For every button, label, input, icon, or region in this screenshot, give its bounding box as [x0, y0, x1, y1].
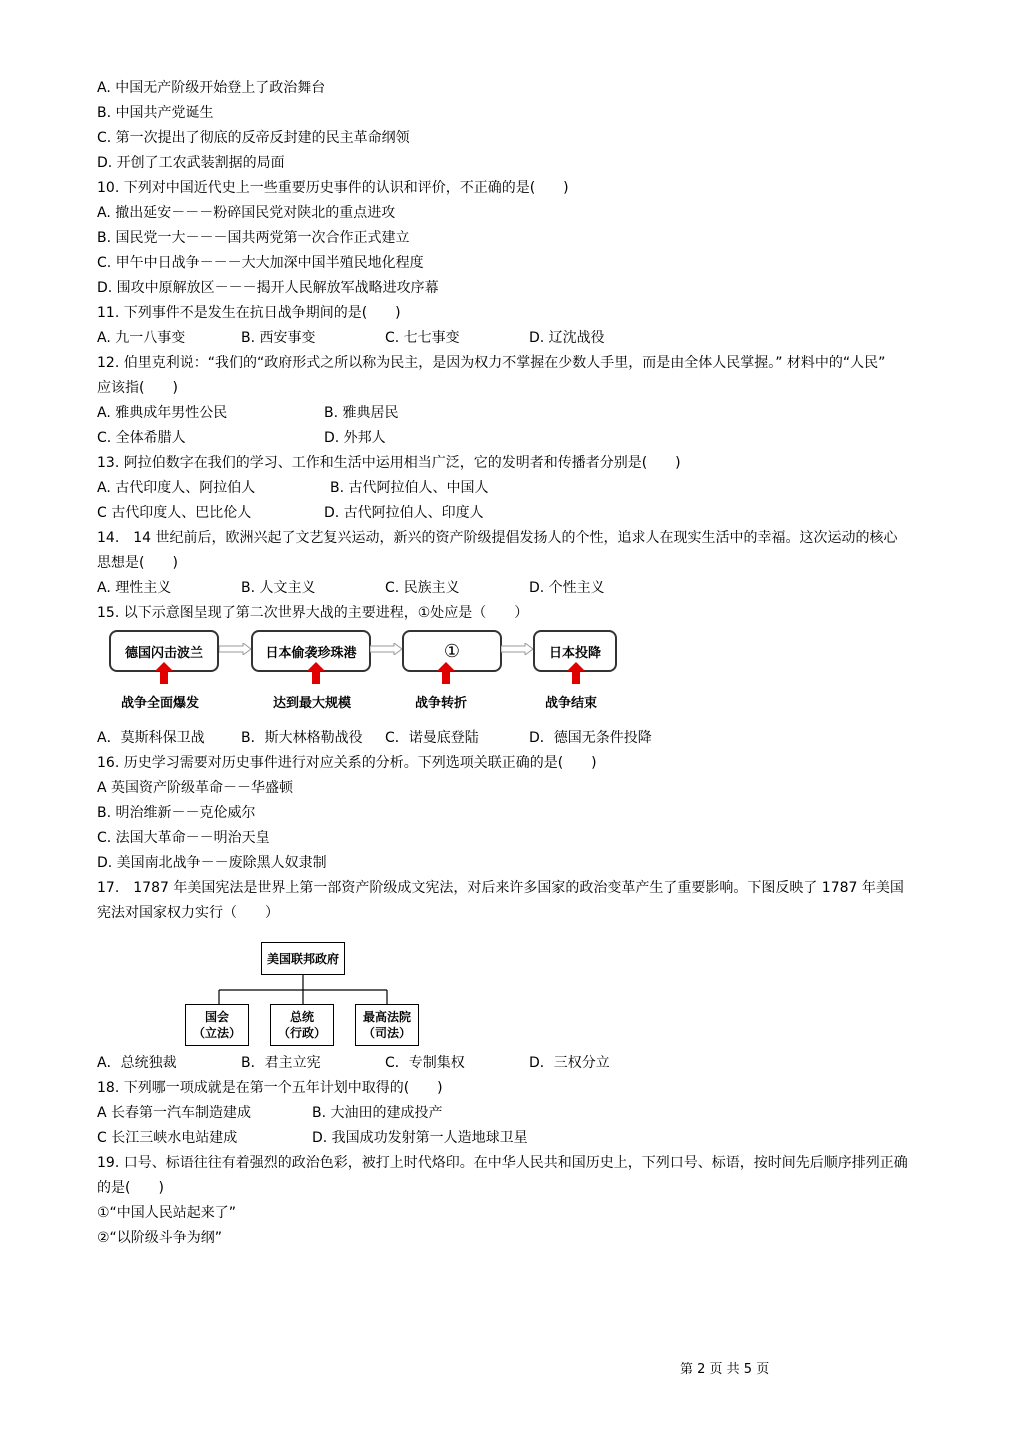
option: D. 我国成功发射第一人造地球卫星: [312, 1130, 528, 1146]
options-row: [97, 401, 937, 426]
diagram-caption: 战争转折: [415, 696, 468, 711]
options-row: [97, 501, 937, 526]
option: A 英国资产阶级革命－－华盛顿: [97, 780, 294, 796]
option: A. 古代印度人、阿拉伯人: [97, 480, 256, 496]
question-stem: 10. 下列对中国近代史上一些重要历史事件的认识和评价，不正确的是( ): [97, 180, 569, 196]
options-row: [97, 1126, 937, 1151]
option: A. 中国无产阶级开始登上了政治舞台: [97, 80, 326, 96]
branch-role: （司法）: [362, 1026, 411, 1040]
option: C. 甲午中日战争－－－大大加深中国半殖民地化程度: [97, 255, 424, 271]
branch-name: 国会: [204, 1010, 229, 1024]
question-stem: 18. 下列哪一项成就是在第一个五年计划中取得的( ): [97, 1080, 443, 1096]
question-stem: 思想是( ): [97, 555, 178, 571]
option: D. 美国南北战争－－废除黑人奴隶制: [97, 855, 327, 871]
diagram-caption: 战争结束: [545, 696, 598, 711]
question-stem: 19. 口号、标语往往有着强烈的政治色彩，被打上时代烙印。在中华人民共和国历史上，下列口号、标语，按时间先后顺序排列正确: [97, 1155, 908, 1171]
question-stem: 的是( ): [97, 1180, 164, 1196]
question-stem: 14. 14 世纪前后，欧洲兴起了文艺复兴运动，新兴的资产阶级提倡发扬人的个性，追求人在现实生活中的幸福。这次运动的核心: [97, 530, 898, 546]
option: A 长春第一汽车制造建成: [97, 1105, 252, 1121]
option: A．莫斯科保卫战: [97, 730, 205, 746]
options-row: [97, 476, 937, 501]
option: B. 中国共产党诞生: [97, 105, 214, 121]
option: B. 雅典居民: [324, 405, 399, 421]
option: D. 个性主义: [529, 580, 605, 596]
question-stem: 13. 阿拉伯数字在我们的学习、工作和生活中运用相当广泛，它的发明者和传播者分别是( ): [97, 455, 681, 471]
question-stem: 应该指( ): [97, 380, 178, 396]
option: C. 全体希腊人: [97, 430, 186, 446]
diagram-box: 德国闪击波兰: [109, 630, 219, 672]
question-stem: 12. 伯里克利说：“我们的“政府形式之所以称为民主，是因为权力不掌握在少数人手里，而是由全体人民掌握。” 材料中的“人民”: [97, 355, 886, 371]
option: A．总统独裁: [97, 1055, 177, 1071]
branch-name: 最高法院: [362, 1010, 411, 1024]
option: B. 大油田的建成投产: [312, 1105, 443, 1121]
options-row: [97, 576, 937, 601]
option: D．德国无条件投降: [529, 730, 652, 746]
option: D. 开创了工农武装割据的局面: [97, 155, 285, 171]
right-arrow-icon: [501, 643, 533, 655]
question-stem: 宪法对国家权力实行（ ）: [97, 905, 279, 921]
up-arrow-icon: [155, 662, 173, 684]
branch-name: 总统: [289, 1010, 314, 1024]
option: A. 理性主义: [97, 580, 172, 596]
option: C 长江三峡水电站建成: [97, 1130, 238, 1146]
option: D. 古代阿拉伯人、印度人: [324, 505, 484, 521]
option: C．专制集权: [385, 1055, 465, 1071]
option: B．君主立宪: [241, 1055, 321, 1071]
right-arrow-icon: [370, 643, 402, 655]
options-row: [97, 1051, 937, 1076]
diagram-box: ①: [402, 630, 502, 672]
options-row: [97, 726, 937, 751]
option: C. 第一次提出了彻底的反帝反封建的民主革命纲领: [97, 130, 410, 146]
option: A. 雅典成年男性公民: [97, 405, 228, 421]
right-arrow-icon: [219, 643, 251, 655]
question-stem: 17. 1787 年美国宪法是世界上第一部资产阶级成文宪法，对后来许多国家的政治变革产生了重要影响。下图反映了 1787 年美国: [97, 880, 904, 896]
option: B. 明治维新－－克伦威尔: [97, 805, 256, 821]
up-arrow-icon: [437, 662, 455, 684]
option: C. 民族主义: [385, 580, 460, 596]
question-stem: 15. 以下示意图呈现了第二次世界大战的主要进程，①处应是（ ）: [97, 605, 529, 621]
diagram-box: 日本投降: [533, 630, 617, 672]
congress-box: [185, 1004, 249, 1046]
option: B. 国民党一大－－－国共两党第一次合作正式建立: [97, 230, 410, 246]
page-number: 第 2 页 共 5 页: [680, 1362, 770, 1377]
option: D．三权分立: [529, 1055, 610, 1071]
up-arrow-icon: [307, 662, 325, 684]
us-government-diagram: [97, 926, 937, 1051]
question-stem: 16. 历史学习需要对历史事件进行对应关系的分析。下列选项关联正确的是( ): [97, 755, 597, 771]
options-row: [97, 426, 937, 451]
options-row: [97, 1101, 937, 1126]
diagram-caption: 达到最大规模: [273, 696, 352, 711]
branch-role: （立法）: [192, 1026, 241, 1040]
branch-role: （行政）: [277, 1026, 326, 1040]
option: A. 九一八事变: [97, 330, 186, 346]
option: A. 撤出延安－－－粉碎国民党对陕北的重点进攻: [97, 205, 396, 221]
option: D. 辽沈战役: [529, 330, 605, 346]
options-row: [97, 326, 937, 351]
option: D. 围攻中原解放区－－－揭开人民解放军战略进攻序幕: [97, 280, 439, 296]
option: C．诺曼底登陆: [385, 730, 479, 746]
question-stem: 11. 下列事件不是发生在抗日战争期间的是( ): [97, 305, 401, 321]
slogan-item: ②“以阶级斗争为纲”: [97, 1230, 223, 1246]
option: D. 外邦人: [324, 430, 386, 446]
option: C 古代印度人、巴比伦人: [97, 505, 252, 521]
option: B．斯大林格勒战役: [241, 730, 363, 746]
federal-government-box: 美国联邦政府: [261, 942, 345, 975]
page-content: [97, 76, 937, 1251]
diagram-box: 日本偷袭珍珠港: [251, 630, 371, 672]
option: C. 七七事变: [385, 330, 460, 346]
option: B. 西安事变: [241, 330, 316, 346]
slogan-item: ①“中国人民站起来了”: [97, 1205, 237, 1221]
option: B. 古代阿拉伯人、中国人: [330, 480, 489, 496]
ww2-process-diagram: [97, 626, 937, 726]
option: C. 法国大革命－－明治天皇: [97, 830, 270, 846]
president-box: [270, 1004, 334, 1046]
diagram-caption: 战争全面爆发: [121, 696, 200, 711]
option: B. 人文主义: [241, 580, 316, 596]
supreme-court-box: [355, 1004, 419, 1046]
up-arrow-icon: [567, 662, 585, 684]
